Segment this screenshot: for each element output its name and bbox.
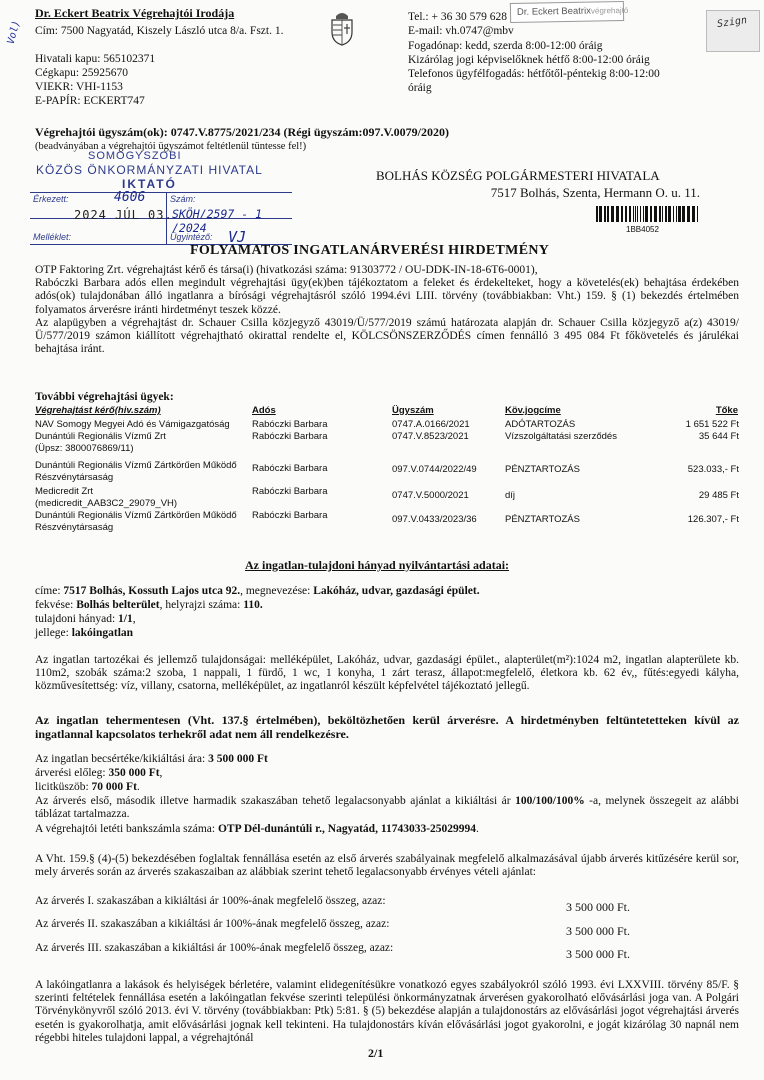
further-cases-table — [35, 419, 739, 534]
stage-1-value: 3 500 000 Ft. — [566, 900, 631, 914]
table-row: Dunántúli Regionális Vízmű Zrt Rabóczki Barbara 0747.V.8523/2021 Vízszolgáltatási szerződés 35 644 Ft — [35, 431, 739, 442]
fogadonap: Fogadónap: kedd, szerda 8:00-12:00 óráig — [408, 40, 603, 52]
barcode-bar — [599, 206, 602, 222]
page-number: 2/1 — [368, 1046, 384, 1060]
barcode-bar — [637, 206, 638, 222]
barcode-bar — [668, 206, 671, 222]
table-row: Részvénytársaság — [35, 472, 114, 483]
stamp-szam-label: Szám: — [170, 194, 196, 204]
table-row: Medicredit Zrt Rabóczki Barbara 0747.V.5000/2021 díj 29 485 Ft — [35, 486, 739, 501]
intro-line-2: Rabóczki Barbara adós ellen megindult végrehajtási ügy(ek)ben tájékoztatom a feleket és érdekelteket, hogy a követelés(ek) behajtása érdekében adós(ok) tulajdonában álló ingatlanra a bírósági végrehajtásról szóló 1994.évi LIII. törvény (továbbiakban: Vht.) 159. § (1) bekezdés értelmében folyamatos árverésre iránti hirdetményt teszek közzé. — [35, 277, 739, 316]
viekr: VIEKR: VHI-1153 — [35, 81, 123, 93]
table-row: Részvénytársaság — [35, 522, 114, 533]
office-email: E-mail: vh.0747@mbv — [408, 25, 514, 37]
barcode-bar — [596, 206, 598, 222]
office-name: Dr. Eckert Beatrix Végrehajtói Irodája — [35, 6, 235, 20]
barcode-bar — [697, 206, 698, 222]
bank-account: A végrehajtói letéti bankszámla száma: OTP Dél-dunántúli r., Nagyatád, 11743033-25029994. — [35, 823, 479, 835]
barcode-bar — [650, 206, 652, 222]
barcode-bar — [682, 206, 685, 222]
stamp-line1: SOMOGYSZOBI — [88, 150, 182, 162]
coat-of-arms-icon — [327, 10, 357, 46]
barcode-bar — [621, 206, 623, 222]
stamp-melleklet-label: Melléklet: — [33, 232, 72, 242]
table-row: Dunántúli Regionális Vízmű Zártkörűen Működő Rabóczki Barbara 097.V.0433/2023/36 PÉNZTARTOZÁS 126.307,- Ft — [35, 510, 739, 525]
barcode-bar — [678, 206, 681, 222]
barcode-text: 1BB4052 — [626, 225, 659, 234]
barcode-bar — [643, 206, 644, 222]
col-header-toke: Tőke — [715, 405, 738, 416]
receipt-stamp — [30, 150, 292, 248]
property-features: Az ingatlan tartozékai és jellemző tulajdonságai: melléképület, Lakóház, udvar, gazdasági épület., alapterület(m²):1024 m2, ingatlan alapterülete kb. 110m2, szobák száma:2 szoba, 1 nappali, 1 fürdő, 1 wc, 1 konyha, 1 zárt terasz, állapot:megfelelő, életkora kb. 62 év,, fűtés:egyedi kályha, közművesítettség: víz, villany, csatorna, melléképület, az ingatlanról készült képfelvétel tájékoztató jellegű. — [35, 654, 739, 693]
stage-3-label: Az árverés III. szakaszában a kikiáltási ár 100%-ának megfelelő összeg, azaz: — [35, 942, 394, 954]
stamp-date: 2024 JÚL 03. — [74, 208, 173, 222]
property-cime: címe: 7517 Bolhás, Kossuth Lajos utca 92., megnevezése: Lakóház, udvar, gazdasági épület. — [35, 585, 480, 597]
stage-1-label: Az árverés I. szakaszában a kikiáltási ár 100%-ának megfelelő összeg, azaz: — [35, 895, 386, 907]
col-header-ados: Adós — [252, 405, 276, 416]
barcode-bar — [665, 206, 667, 222]
vht-paragraph: A Vht. 159.§ (4)-(5) bekezdésében foglaltak fennállása esetén az első árverés szabályainak megfelelő alkalmazásával újabb árverés kitűzésére kerül sor, mely árverés során az árverés szakaszaiban az alábbiak szerint tehető legalacsonyabb érvényes vételi ajánlat: — [35, 853, 739, 879]
property-fekves: fekvése: Bolhás belterület, helyrajzi száma: 110. — [35, 599, 263, 611]
stamp-hw-file: SKÖH/2597 - 1 /2024 — [172, 207, 263, 235]
property-heading: Az ingatlan-tulajdoni hányad nyilvántartási adatai: — [245, 558, 510, 572]
barcode-bar — [673, 206, 674, 222]
col-header-kero: Végrehajtást kérő(hiv.szám) — [35, 405, 161, 416]
stamp-line3: IKTATÓ — [122, 177, 177, 191]
barcode-bar — [635, 206, 636, 222]
table-row: Dunántúli Regionális Vízmű Zártkörűen Működő Rabóczki Barbara 097.V.0744/2022/49 PÉNZTARTOZÁS 523.033,- Ft — [35, 460, 739, 475]
table-row: (medicredit_AAB3C2_29079_VH) — [35, 498, 178, 509]
further-cases-title: További végrehajtási ügyek: — [35, 391, 174, 403]
stamp-erkezett-label: Érkezett: — [33, 194, 69, 204]
document-title: FOLYAMATOS INGATLANÁRVERÉSI HIRDETMÉNY — [190, 243, 550, 258]
intro-line-1: OTP Faktoring Zrt. végrehajtást kérő és társa(i) (hivatkozási száma: 91303772 / OU-DDK-IN-18-6T6-0001), — [35, 264, 538, 276]
barcode-bar — [633, 206, 634, 222]
signature-sticker: Szign — [706, 10, 760, 52]
recipient-name: BOLHÁS KÖZSÉG POLGÁRMESTERI HIVATALA — [376, 168, 660, 183]
case-note: (beadványában a végrehajtói ügyszámot feltétlenül tüntesse fel!) — [35, 141, 307, 152]
final-paragraph: A lakóingatlanra a lakások és helyiségek bérletére, valamint elidegenítésükre vonatkozó egyes szabályokról szóló 1993. évi LXXVIII. törvény 85/F. § szerinti feltételek fennállása esetén a lakóingatlan fekvése szerinti települési önkormányzatnak árverésen gyakorolható elővásárlási joga van. A Polgári Törvénykönyvről szóló 2013. évi V. törvény (továbbiakban: Ptk) 5:81. § (5) bekezdése alapján a tulajdonostárs az elővásárlási jogot végrehajtási árverés esetén is gyakorolhatja, amit elővásárlási jognak kell tekinteni. Ha tulajdonostárs kíván elővásárlási jogot gyakorolni, e jogát kizárólag 30 napnál nem régebbi hiteles tulajdoni lappal, a végrehajtónál — [35, 979, 739, 1044]
barcode-bar — [676, 206, 677, 222]
price-licit: licitküszöb: 70 000 Ft. — [35, 781, 140, 793]
barcode-bar — [629, 206, 631, 222]
table-row: NAV Somogy Megyei Adó és Vámigazgatóság Rabóczki Barbara 0747.A.0166/2021 ADÓTARTOZÁS 1 651 522 Ft — [35, 419, 739, 430]
property-jelleg: jellege: lakóingatlan — [35, 627, 134, 639]
price-minimum-text: Az árverés első, második illetve harmadik szakaszában tehető legalacsonyabb ajánlat a kikiáltási ár 100/100/100% -a, melynek összegeit az alábbi táblázat tartalmazza. — [35, 795, 739, 821]
property-hanyad: tulajdoni hányad: 1/1, — [35, 613, 136, 625]
office-address: Cím: 7500 Nagyatád, Kiszely László utca 8/a. Fszt. 1. — [35, 25, 284, 37]
price-eloleg: árverési előleg: 350 000 Ft, — [35, 767, 163, 779]
barcode-bar — [640, 206, 641, 222]
barcode-bar — [659, 206, 661, 222]
barcode-bar — [616, 206, 619, 222]
stage-3-value: 3 500 000 Ft. — [566, 947, 631, 961]
price-becsertek: Az ingatlan becsértéke/kikiáltási ára: 3 500 000 Ft — [35, 753, 268, 765]
stamp-hw-ugyintezo: VJ — [228, 228, 247, 246]
kizarolag-jogi: Kizárólag jogi képviselőknek hétfő 8:00-12:00 óráig — [408, 54, 650, 66]
corner-stamp: Dr. Eckert Beatrix végrehajtó — [510, 1, 624, 23]
barcode-bar — [687, 206, 690, 222]
stamp-line2: KÖZÖS ÖNKORMÁNYZATI HIVATAL — [36, 163, 263, 177]
barcode-bar — [645, 206, 648, 222]
hivatali-kapu: Hivatali kapu: 565102371 — [35, 53, 156, 65]
recipient-address: 7517 Bolhás, Szenta, Hermann O. u. 11. — [490, 185, 700, 200]
stage-2-value: 3 500 000 Ft. — [566, 924, 631, 938]
col-header-ugyszam: Ügyszám — [392, 405, 434, 416]
col-header-jogcim: Köv.jogcíme — [505, 405, 561, 416]
epapir: E-PAPÍR: ECKERT747 — [35, 95, 145, 107]
barcode-bar — [607, 206, 609, 222]
stamp-hw-number: 4606 — [114, 190, 146, 205]
intro-line-3: Az alapügyben a végrehajtást dr. Schauer Csilla közjegyző 43019/Ü/577/2019 számú határozata alapján dr. Schauer Csilla közjegyző a(z) 43019/Ü/577/2019 számon kiállított végrehajtható okirattal rendelte el, KÖLCSÖNSZERZŐDÉS címen fennálló 3 495 084 Ft főkövetelés és járulékai behajtása iránt. — [35, 316, 739, 356]
barcode-bar — [611, 206, 614, 222]
barcode-bar — [692, 206, 695, 222]
telefonos-ugyfelfogadas: Telefonos ügyfélfogadás: hétfőtől-péntekig 8:00-12:00 — [408, 68, 660, 80]
case-number: Végrehajtói ügyszám(ok): 0747.V.8775/2021/234 (Régi ügyszám:097.V.0079/2020) — [35, 125, 449, 139]
table-row: (Üpsz: 3800076869/11) — [35, 443, 134, 454]
encumbrance-text: Az ingatlan tehermentesen (Vht. 137.§ értelmében), beköltözhetően kerül árverésre. A hirdetményben feltüntetetteken kívül az ingatlannal kapcsolatos terhekről adat nem áll rendelkezésre. — [35, 713, 739, 741]
barcode-bar — [654, 206, 657, 222]
margin-handwriting: Vol) — [5, 19, 23, 46]
cegkapu: Cégkapu: 25925670 — [35, 67, 128, 79]
office-tel: Tel.: + 36 30 579 628 — [408, 11, 507, 23]
stamp-ugyintezo-label: Ügyintéző: — [170, 232, 213, 242]
barcode-bar — [604, 206, 606, 222]
stage-2-label: Az árverés II. szakaszában a kikiáltási ár 100%-ának megfelelő összeg, azaz: — [35, 918, 390, 930]
barcode-bar — [625, 206, 627, 222]
telefonos-ugyfelfogadas-2: óráig — [408, 82, 432, 94]
barcode-bar — [662, 206, 663, 222]
barcode — [596, 206, 700, 222]
intro-block — [35, 264, 739, 356]
